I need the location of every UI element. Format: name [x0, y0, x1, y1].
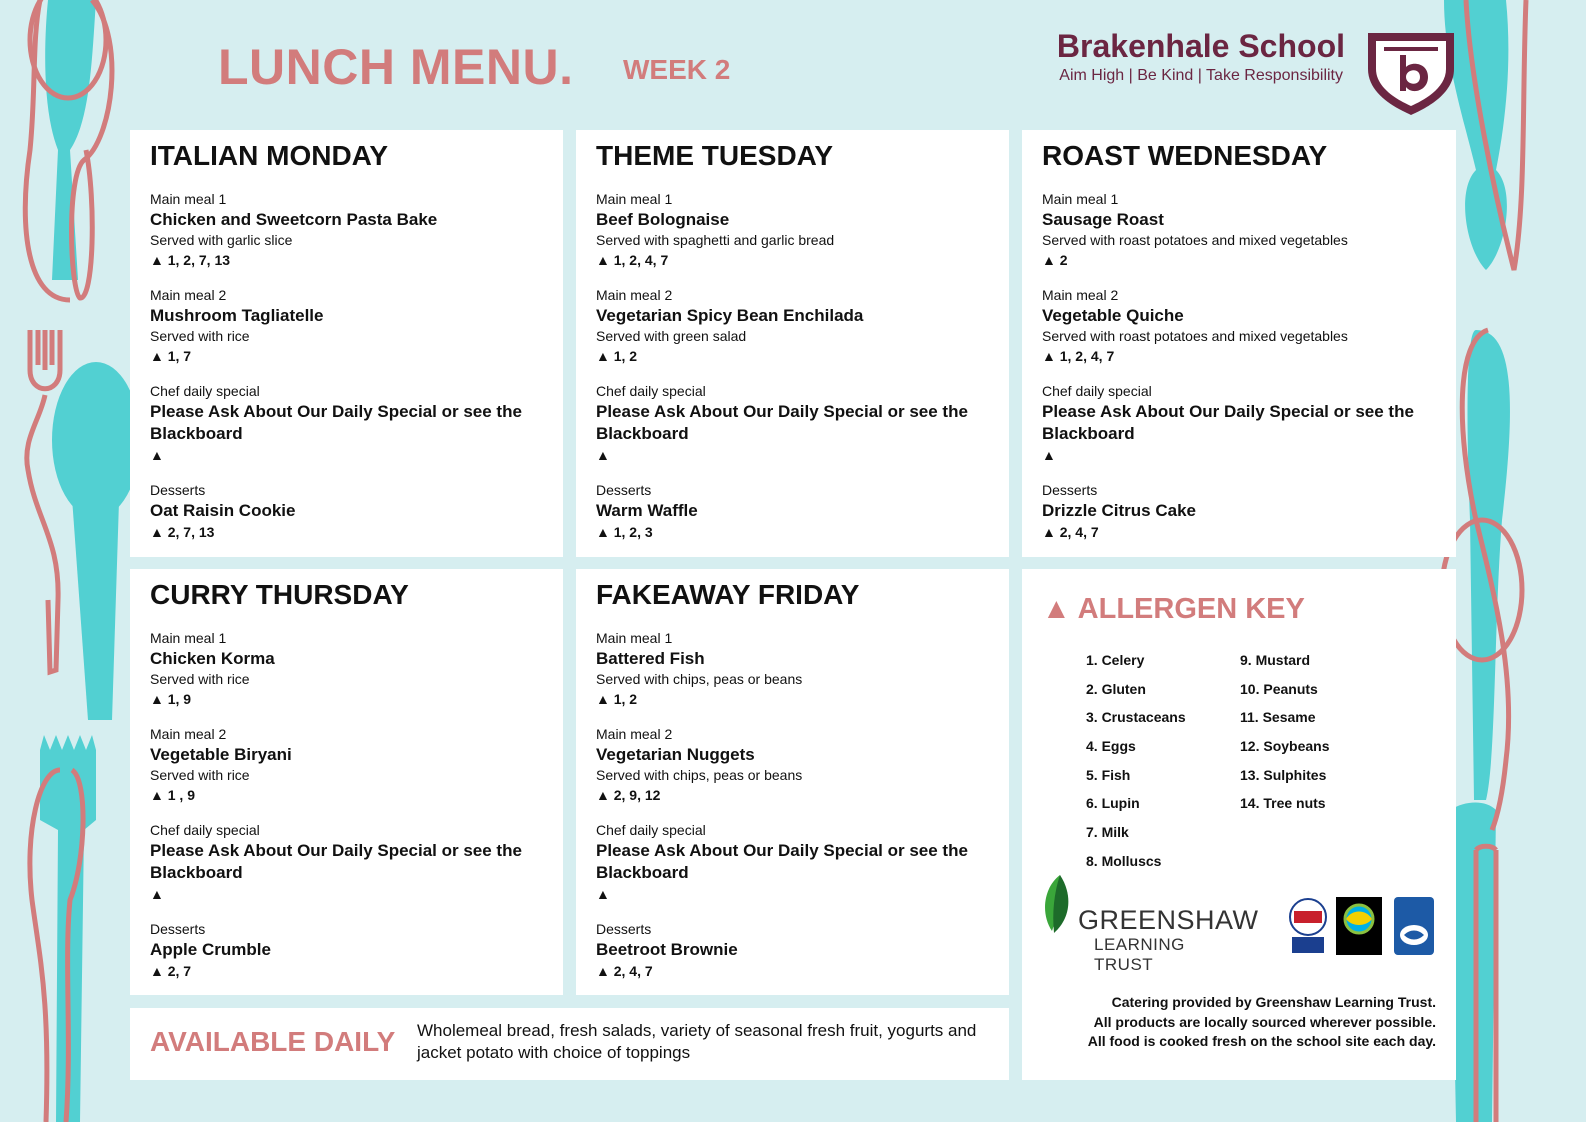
meal-item	[150, 481, 543, 542]
meal-name: Please Ask About Our Daily Special or see the Blackboard	[596, 402, 968, 443]
meal-allergens: ▲ 2, 4, 7	[1042, 524, 1099, 540]
meal-category: Chef daily special	[596, 822, 706, 838]
meal-side: Served with chips, peas or beans	[596, 767, 803, 783]
day-title: ITALIAN MONDAY	[150, 140, 388, 171]
meal-name: Drizzle Citrus Cake	[1042, 501, 1196, 520]
meal-name: Vegetable Biryani	[150, 745, 292, 764]
msc-logo	[1394, 897, 1434, 955]
meal-name: Vegetable Quiche	[1042, 306, 1184, 325]
allergen-column-1	[1086, 650, 1240, 880]
meal-allergens: ▲ 1, 2, 3	[596, 524, 653, 540]
left-cutlery-decoration	[0, 0, 140, 1122]
meal-name: Warm Waffle	[596, 501, 698, 520]
meal-allergens: ▲ 1, 2, 4, 7	[596, 252, 669, 268]
school-name: Brakenhale School	[1056, 28, 1345, 64]
meal-category: Main meal 2	[150, 726, 227, 742]
right-cutlery-decoration	[1436, 0, 1586, 1122]
meal-name: Please Ask About Our Daily Special or see the Blackboard	[1042, 402, 1414, 443]
footnote-line: Catering provided by Greenshaw Learning Trust.	[1111, 994, 1436, 1010]
meal-side: Served with roast potatoes and mixed vegetables	[1042, 328, 1348, 344]
available-daily-text: Wholemeal bread, fresh salads, variety of seasonal fresh fruit, yogurts and jacket potato with choice of toppings	[417, 1021, 977, 1062]
available-daily-card	[130, 1008, 1009, 1080]
meal-name: Battered Fish	[596, 649, 705, 668]
meal-allergens: ▲ 1, 2, 4, 7	[1042, 348, 1115, 364]
meal-item	[150, 382, 543, 465]
allergen-item: 11. Sesame	[1240, 709, 1316, 726]
meal-allergens: ▲ 2, 7	[150, 963, 192, 979]
meal-item	[1042, 382, 1436, 465]
meal-item	[150, 629, 543, 709]
meal-item	[1042, 286, 1436, 366]
meal-item	[150, 286, 543, 366]
allergen-item: 5. Fish	[1086, 766, 1131, 783]
allergen-item: 7. Milk	[1086, 824, 1129, 841]
meal-name: Chicken Korma	[150, 649, 275, 668]
meal-category: Chef daily special	[150, 383, 260, 399]
meal-item	[150, 725, 543, 805]
meal-name: Chicken and Sweetcorn Pasta Bake	[150, 210, 438, 229]
meal-name: Vegetarian Nuggets	[596, 745, 755, 764]
meal-category: Desserts	[596, 921, 652, 937]
meal-name: Apple Crumble	[150, 940, 271, 959]
meal-item	[596, 821, 989, 904]
day-card-monday	[130, 130, 563, 557]
allergen-item: 13. Sulphites	[1240, 766, 1327, 783]
allergen-column-2	[1240, 650, 1394, 880]
meal-allergens: ▲ 2, 7, 13	[150, 524, 215, 540]
meal-name: Sausage Roast	[1042, 210, 1164, 229]
meal-side: Served with rice	[150, 328, 250, 344]
meal-allergens: ▲	[150, 886, 164, 902]
meal-side: Served with chips, peas or beans	[596, 671, 803, 687]
meal-item	[596, 629, 989, 709]
meal-name: Vegetarian Spicy Bean Enchilada	[596, 306, 864, 325]
meal-category: Chef daily special	[1042, 383, 1152, 399]
meal-allergens: ▲	[596, 886, 610, 902]
meal-category: Chef daily special	[150, 822, 260, 838]
allergen-item: 6. Lupin	[1086, 795, 1140, 812]
meal-allergens: ▲ 1, 9	[150, 691, 192, 707]
meal-category: Desserts	[150, 921, 206, 937]
meal-allergens: ▲	[1042, 447, 1056, 463]
allergen-key-title: ▲ ALLERGEN KEY	[1042, 593, 1305, 625]
meal-side: Served with spaghetti and garlic bread	[596, 232, 835, 248]
meal-category: Main meal 1	[150, 191, 227, 207]
allergen-item: 14. Tree nuts	[1240, 795, 1326, 812]
meal-category: Main meal 2	[596, 726, 673, 742]
day-card-wednesday	[1022, 130, 1456, 557]
meal-side: Served with garlic slice	[150, 232, 293, 248]
meal-category: Main meal 2	[1042, 287, 1119, 303]
meal-category: Desserts	[150, 482, 206, 498]
allergen-item: 9. Mustard	[1240, 652, 1311, 668]
meal-name: Beef Bolognaise	[596, 210, 730, 229]
allergen-item: 12. Soybeans	[1240, 738, 1330, 755]
meal-allergens: ▲ 2, 9, 12	[596, 787, 661, 803]
day-card-thursday	[130, 569, 563, 995]
meal-name: Please Ask About Our Daily Special or see the Blackboard	[150, 841, 522, 882]
day-card-tuesday	[576, 130, 1009, 557]
meal-allergens: ▲ 1, 2	[596, 348, 638, 364]
meal-item	[150, 190, 543, 270]
day-title: ROAST WEDNESDAY	[1042, 140, 1328, 171]
meal-item	[596, 286, 989, 366]
meal-allergens: ▲ 1, 2, 7, 13	[150, 252, 231, 268]
meal-allergens: ▲ 1, 7	[150, 348, 192, 364]
meal-item	[1042, 190, 1436, 270]
available-daily-title: AVAILABLE DAILY	[150, 1026, 396, 1057]
school-crest-logo	[1364, 29, 1458, 117]
meal-allergens: ▲	[150, 447, 164, 463]
meal-category: Desserts	[1042, 482, 1098, 498]
allergen-key-card	[1022, 569, 1456, 1080]
meal-side: Served with roast potatoes and mixed vegetables	[1042, 232, 1348, 248]
meal-item	[150, 920, 543, 981]
meal-allergens: ▲ 1, 2	[596, 691, 638, 707]
day-title: FAKEAWAY FRIDAY	[596, 579, 860, 610]
meal-category: Desserts	[596, 482, 652, 498]
footnote-line: All products are locally sourced wherever possible.	[1093, 1013, 1436, 1030]
allergen-item: 1. Celery	[1086, 652, 1145, 668]
meal-category: Main meal 2	[150, 287, 227, 303]
meal-item	[150, 821, 543, 904]
fairtrade-logo	[1336, 897, 1382, 955]
meal-item	[596, 725, 989, 805]
meal-category: Main meal 2	[596, 287, 673, 303]
meal-allergens: ▲ 2	[1042, 252, 1068, 268]
meal-item	[596, 920, 989, 981]
day-title: THEME TUESDAY	[596, 140, 834, 171]
meal-name: Please Ask About Our Daily Special or see the Blackboard	[596, 841, 968, 882]
meal-item	[596, 190, 989, 270]
meal-category: Chef daily special	[596, 383, 706, 399]
meal-name: Oat Raisin Cookie	[150, 501, 296, 520]
allergen-item: 10. Peanuts	[1240, 680, 1318, 697]
meal-allergens: ▲	[596, 447, 610, 463]
meal-name: Please Ask About Our Daily Special or see the Blackboard	[150, 402, 522, 443]
meal-item	[1042, 481, 1436, 542]
allergen-item: 8. Molluscs	[1086, 852, 1162, 869]
allergen-list	[1086, 650, 1436, 880]
page-title: LUNCH MENU.	[218, 39, 574, 95]
meal-allergens: ▲ 2, 4, 7	[596, 963, 653, 979]
catering-footnote	[1088, 993, 1436, 1052]
day-card-friday	[576, 569, 1009, 995]
school-motto: Aim High | Be Kind | Take Responsibility	[1059, 67, 1343, 84]
week-label: WEEK 2	[623, 54, 731, 85]
meal-item	[596, 481, 989, 542]
allergen-item: 2. Gluten	[1086, 680, 1146, 697]
allergen-item: 3. Crustaceans	[1086, 709, 1186, 726]
footnote-line: All food is cooked fresh on the school site each day.	[1087, 1033, 1436, 1049]
meal-category: Main meal 1	[1042, 191, 1119, 207]
meal-side: Served with rice	[150, 671, 250, 687]
meal-category: Main meal 1	[596, 191, 673, 207]
meal-name: Mushroom Tagliatelle	[150, 306, 324, 325]
meal-category: Main meal 1	[150, 630, 227, 646]
meal-name: Beetroot Brownie	[596, 940, 738, 959]
meal-allergens: ▲ 1 , 9	[150, 787, 195, 803]
meal-side: Served with rice	[150, 767, 250, 783]
day-title: CURRY THURSDAY	[150, 579, 409, 610]
allergen-item: 4. Eggs	[1086, 738, 1136, 755]
meal-item	[596, 382, 989, 465]
meal-category: Main meal 1	[596, 630, 673, 646]
meal-side: Served with green salad	[596, 328, 747, 344]
trust-name: GREENSHAW	[1078, 905, 1259, 935]
greenshaw-logo	[1042, 873, 1259, 974]
trust-subname: LEARNING TRUST	[1094, 935, 1185, 974]
red-tractor-logo	[1288, 897, 1328, 955]
